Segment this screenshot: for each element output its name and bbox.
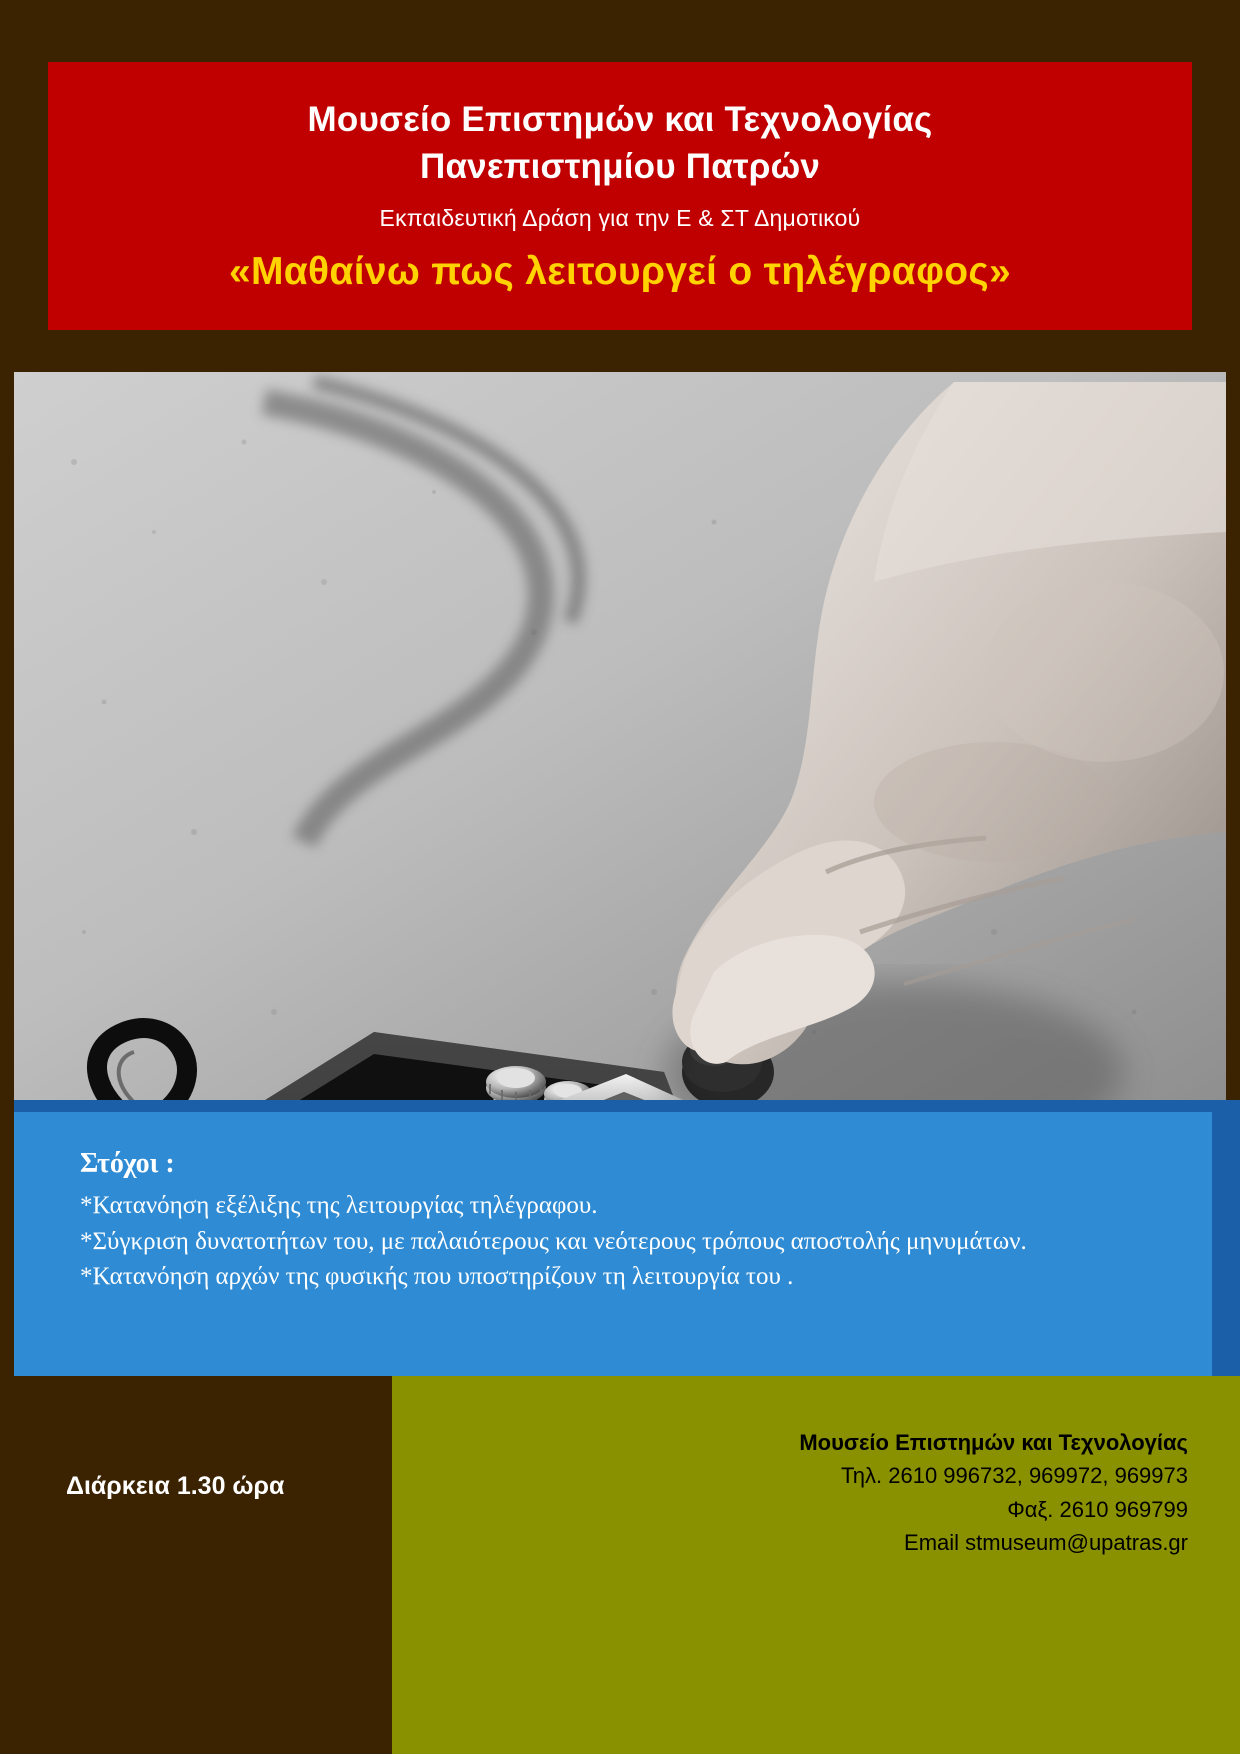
footer-left-band xyxy=(0,1376,392,1754)
header-subtitle: Εκπαιδευτική Δράση για την Ε & ΣΤ Δημοτικού xyxy=(379,204,861,231)
museum-name-line1: Μουσείο Επιστημών και Τεχνολογίας xyxy=(307,100,933,139)
contact-phone: Τηλ. 2610 996732, 969972, 969973 xyxy=(840,1463,1188,1489)
contact-email: Email stmuseum@upatras.gr xyxy=(904,1530,1188,1556)
telegraph-photo xyxy=(14,372,1226,1100)
page-title: «Μαθαίνω πως λειτουργεί ο τηλέγραφος» xyxy=(229,249,1011,293)
telegraph-photo-illustration xyxy=(14,372,1226,1100)
contact-fax: Φαξ. 2610 969799 xyxy=(1007,1496,1188,1522)
contact-org: Μουσείο Επιστημών και Τεχνολογίας xyxy=(799,1430,1188,1455)
contact-block xyxy=(799,1426,1188,1560)
objectives-panel xyxy=(14,1112,1212,1376)
header-banner xyxy=(48,62,1192,330)
objective-item-1: *Κατανόηση εξέλιξης της λειτουργίας τηλέγραφου. xyxy=(80,1192,598,1219)
objectives-heading: Στόχοι : xyxy=(80,1148,175,1179)
duration-label: Διάρκεια 1.30 ώρα xyxy=(66,1472,285,1500)
museum-name-line2: Πανεπιστημίου Πατρών xyxy=(419,147,821,187)
objective-item-2: *Σύγκριση δυνατοτήτων του, με παλαιότερους και νεότερους τρόπους αποστολής μηνυμάτων. xyxy=(80,1227,1027,1255)
objective-item-3: *Κατανόηση αρχών της φυσικής που υποστηρίζουν τη λειτουργία του . xyxy=(80,1263,794,1290)
